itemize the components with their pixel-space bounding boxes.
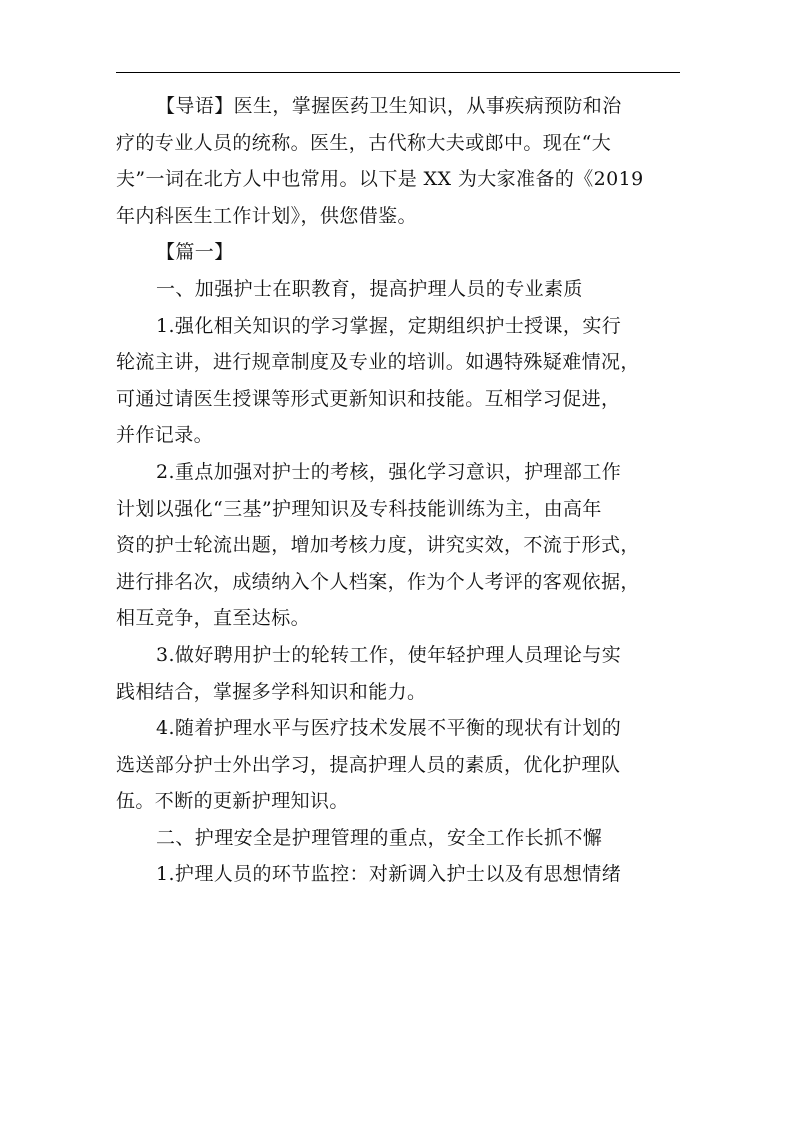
text-line: 资的护士轮流出题，增加考核力度，讲究实效，不流于形式， bbox=[116, 534, 640, 557]
text-line: 4.随着护理水平与医疗技术发展不平衡的现状有计划的 bbox=[156, 717, 622, 740]
text-line: 1.护理人员的环节监控：对新调入护士以及有思想情绪 bbox=[156, 863, 622, 886]
text-line: 计划以强化“三基”护理知识及专科技能训练为主，由高年 bbox=[116, 497, 602, 520]
text-line: 二、护理安全是护理管理的重点，安全工作长抓不懈 bbox=[156, 826, 603, 849]
text-line: 夫”一词在北方人中也常用。以下是 XX 为大家准备的《2019 bbox=[116, 168, 644, 191]
text-line: 【篇一】 bbox=[156, 241, 234, 264]
text-line: 可通过请医生授课等形式更新知识和技能。互相学习促进， bbox=[116, 387, 621, 410]
text-line: 年内科医生工作计划》，供您借鉴。 bbox=[116, 204, 417, 227]
header-rule bbox=[116, 72, 680, 73]
text-line: 践相结合，掌握多学科知识和能力。 bbox=[116, 680, 427, 703]
text-line: 2.重点加强对护士的考核，强化学习意识，护理部工作 bbox=[156, 460, 622, 483]
text-line: 选送部分护士外出学习，提高护理人员的素质，优化护理队 bbox=[116, 753, 621, 776]
text-line: 3.做好聘用护士的轮转工作，使年轻护理人员理论与实 bbox=[156, 643, 622, 666]
text-line: 一、加强护士在职教育，提高护理人员的专业素质 bbox=[156, 277, 583, 300]
text-line: 疗的专业人员的统称。医生，古代称大夫或郎中。现在“大 bbox=[116, 131, 612, 154]
text-line: 进行排名次，成绩纳入个人档案，作为个人考评的客观依据， bbox=[116, 570, 640, 593]
text-line: 相互竞争，直至达标。 bbox=[116, 607, 311, 630]
text-line: 伍。不断的更新护理知识。 bbox=[116, 790, 349, 813]
text-line: 并作记录。 bbox=[116, 424, 214, 447]
document-body bbox=[116, 88, 680, 893]
text-line: 轮流主讲，进行规章制度及专业的培训。如遇特殊疑难情况， bbox=[116, 351, 640, 374]
text-line: 【导语】医生，掌握医药卫生知识，从事疾病预防和治 bbox=[156, 95, 622, 117]
text-line: 1.强化相关知识的学习掌握，定期组织护士授课，实行 bbox=[156, 314, 622, 337]
